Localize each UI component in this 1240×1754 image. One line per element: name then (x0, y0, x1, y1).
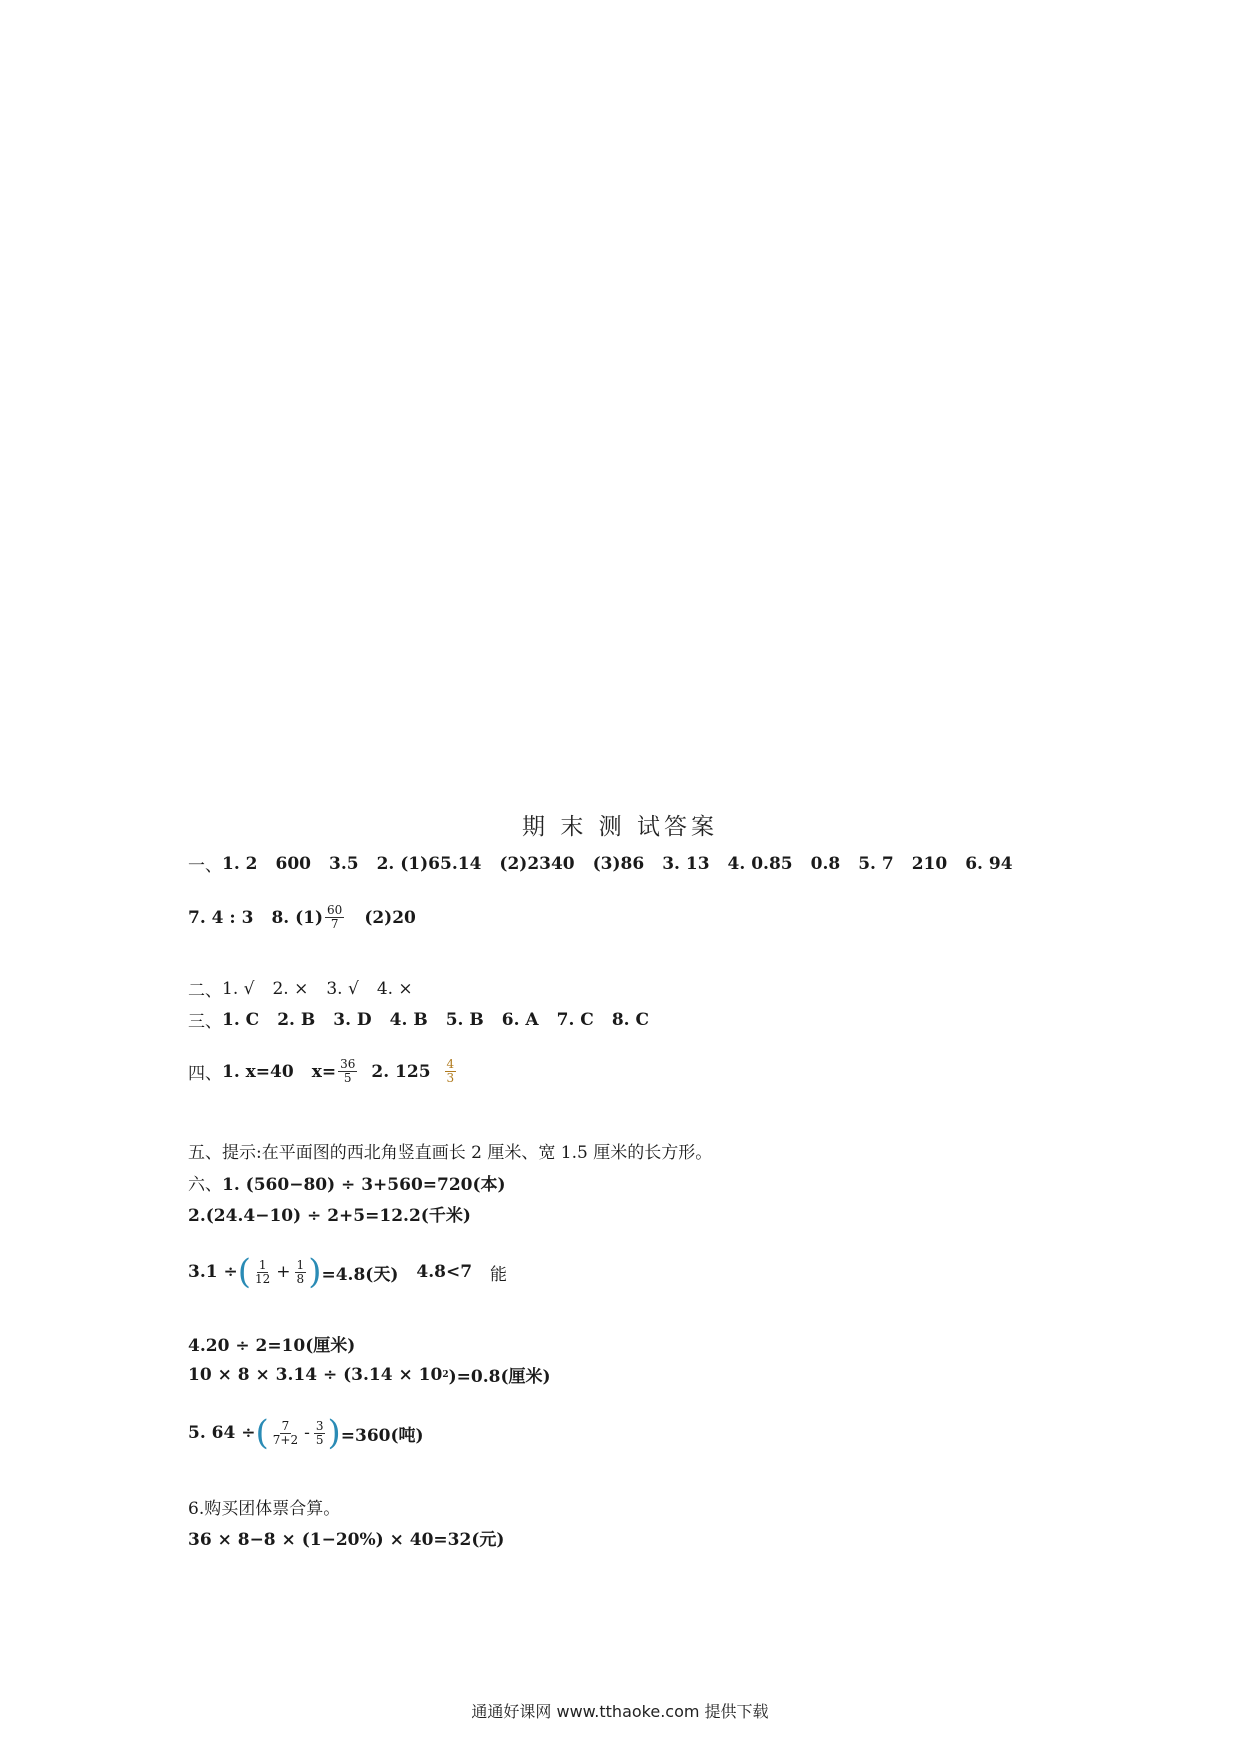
left-paren: ( (255, 1413, 269, 1453)
answer: =4.8(天) (321, 1264, 399, 1285)
answer: 6. 94 (965, 853, 1013, 874)
section-label: 六、 (188, 1175, 222, 1195)
answer: 2. (1)65.14 (376, 853, 482, 874)
section-6-q5 (188, 1413, 424, 1453)
answer: 能 (490, 1264, 508, 1285)
answer: 7. 4 : 3 (188, 907, 254, 928)
answer: 6. A (501, 1009, 539, 1030)
answer: 2. 125 (371, 1061, 431, 1082)
answer: 36 × 8−8 × (1−20%) × 40=32(元) (188, 1530, 505, 1550)
fraction-denominator: 5 (315, 1432, 324, 1447)
right-paren: ) (308, 1252, 322, 1292)
answer: 8. (1) (271, 907, 324, 928)
answer: 1. (560−80) ÷ 3+560=720(本) (222, 1175, 506, 1195)
fraction-numerator: 7 (281, 1418, 290, 1433)
answer: 3.1 ÷ (188, 1262, 238, 1282)
section-6-q6a (188, 1494, 340, 1519)
answer: 8. C (611, 1009, 650, 1030)
answer: =360(吨) (340, 1425, 424, 1446)
fraction-numerator: 36 (340, 1057, 356, 1071)
answer: 4. 0.85 (727, 853, 793, 874)
section-label: 五、 (188, 1143, 222, 1163)
fraction-numerator: 4 (446, 1057, 455, 1071)
fraction (295, 1259, 307, 1286)
answer: 3. 13 (662, 853, 710, 874)
section-4 (188, 1058, 458, 1085)
section-1-line-1 (188, 851, 1013, 876)
answer: 2. B (277, 1009, 316, 1030)
fraction-denominator: 7+2 (272, 1432, 299, 1447)
answer: 4.8<7 (416, 1262, 473, 1282)
section-label: 四、 (188, 1064, 222, 1084)
answer: 10 × 8 × 3.14 ÷ (3.14 × 10 (188, 1364, 443, 1385)
section-6-q2 (188, 1201, 471, 1226)
answer: 2.(24.4−10) ÷ 2+5=12.2(千米) (188, 1206, 471, 1226)
answer: 1. √ (222, 978, 255, 999)
fraction (338, 1058, 357, 1085)
hint-text: 提示:在平面图的西北角竖直画长 2 厘米、宽 1.5 厘米的长方形。 (222, 1143, 713, 1163)
answer: 3. D (333, 1009, 372, 1030)
fraction-numerator: 3 (315, 1418, 324, 1433)
section-label: 二、 (188, 981, 222, 1001)
plus-sign: + (276, 1262, 291, 1282)
fraction-numerator: 1 (296, 1257, 305, 1272)
section-6-q4a (188, 1331, 355, 1356)
answer: 4. B (389, 1009, 428, 1030)
answer: 5. 7 (858, 853, 894, 874)
fraction-denominator: 12 (255, 1271, 271, 1286)
fraction-denominator: 8 (296, 1271, 305, 1286)
answer: 0.8 (810, 853, 841, 874)
section-1-line-2 (188, 904, 416, 931)
answer: 2. × (272, 978, 309, 999)
footer: 通通好课网 www.tthaoke.com 提供下载 (471, 1702, 769, 1721)
fraction-denominator: 5 (343, 1071, 352, 1085)
answer: )=0.8(厘米) (448, 1367, 551, 1387)
fraction-numerator: 1 (258, 1257, 267, 1272)
answer: 3.5 (329, 853, 359, 874)
answer: 4.20 ÷ 2=10(厘米) (188, 1336, 356, 1356)
section-6-q4b (188, 1362, 551, 1387)
answer: (2)2340 (499, 853, 575, 874)
answer: (3)86 (592, 853, 645, 874)
fraction (253, 1259, 272, 1286)
fraction-numerator: 60 (327, 903, 343, 917)
fraction (314, 1420, 326, 1447)
answer: 5. B (445, 1009, 484, 1030)
fraction-denominator: 3 (446, 1071, 455, 1085)
answer: 3. √ (326, 978, 359, 999)
section-5 (188, 1138, 712, 1163)
section-6-q1 (188, 1170, 506, 1195)
section-label: 三、 (188, 1012, 222, 1032)
section-2 (188, 976, 413, 1001)
answer: x= (311, 1061, 337, 1082)
fraction (445, 1058, 457, 1085)
minus-sign: - (304, 1423, 310, 1443)
answer: 1. x=40 (222, 1061, 294, 1082)
page-title: 期 末 测 试答案 (522, 814, 718, 840)
answer: 1. 2 (222, 853, 258, 874)
section-label: 一、 (188, 856, 222, 876)
answer: 5. 64 ÷ (188, 1423, 256, 1443)
answer: 7. C (556, 1009, 594, 1030)
section-6-q6b (188, 1525, 504, 1550)
fraction-denominator: 7 (330, 917, 339, 931)
fraction (271, 1420, 300, 1447)
right-paren: ) (327, 1413, 341, 1453)
answer: 1. C (222, 1009, 260, 1030)
section-3 (188, 1007, 649, 1032)
answer: 6.购买团体票合算。 (188, 1499, 341, 1519)
exponent: 2 (442, 1369, 449, 1380)
answer: 600 (275, 853, 311, 874)
answer: 4. × (376, 978, 413, 999)
fraction (325, 904, 344, 931)
left-paren: ( (237, 1252, 252, 1292)
answer: 210 (911, 853, 948, 874)
answer: (2)20 (364, 907, 416, 928)
section-6-q3 (188, 1252, 508, 1292)
